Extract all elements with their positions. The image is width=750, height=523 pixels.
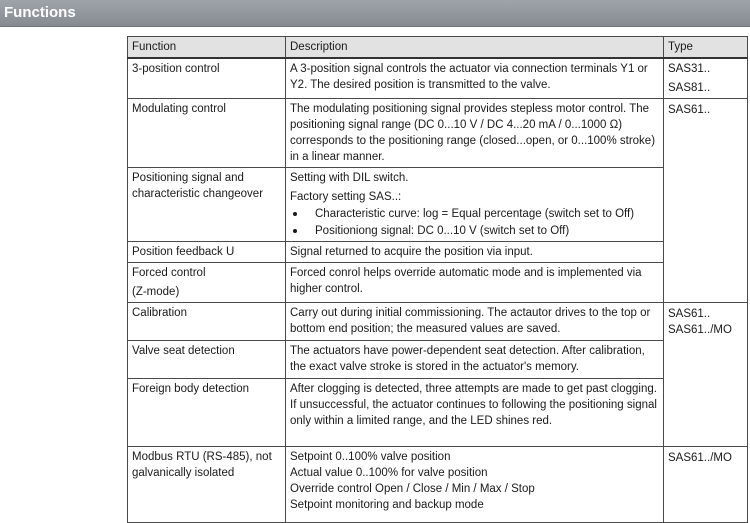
bullet-item: Characteristic curve: log = Equal percentage (switch set to Off) xyxy=(290,206,658,222)
table-row xyxy=(128,341,748,379)
description-cell xyxy=(286,242,664,263)
table-header-row xyxy=(128,37,748,59)
function-name: 3-position control xyxy=(132,63,220,75)
description-text: A 3-position signal controls the actuator via connection terminals Y1 or Y2. The desired position is transmitted to the valve. xyxy=(290,63,648,91)
function-name: Positioning signal and characteristic changeover xyxy=(132,172,264,200)
function-cell xyxy=(128,447,286,523)
type-code: SAS61.. xyxy=(668,308,711,320)
description-cell xyxy=(286,303,664,341)
function-name: (Z-mode) xyxy=(132,286,180,298)
functions-table xyxy=(127,36,748,523)
description-text: Setpoint 0..100% valve position xyxy=(290,451,451,463)
type-cell xyxy=(664,58,748,99)
function-name: Calibration xyxy=(132,307,187,319)
table-row xyxy=(128,379,748,447)
description-cell xyxy=(286,447,664,523)
description-text: Setpoint monitoring and backup mode xyxy=(290,499,484,511)
table-row xyxy=(128,242,748,263)
type-code: SAS61../MO xyxy=(668,452,732,464)
description-text: The modulating positioning signal provides stepless motor control. The positioning signal range (DC 0...10 V / DC 4...20 mA / 0...1000 Ω) corresponds to the positioning range (closed...open, or 0...100% stroke) in a linear manner. xyxy=(290,103,656,163)
type-code: SAS61.. xyxy=(668,104,711,116)
bullet-item: Positioniong signal: DC 0...10 V (switch set to Off) xyxy=(290,223,658,239)
function-cell xyxy=(128,58,286,99)
description-cell xyxy=(286,58,664,99)
function-name: Modulating control xyxy=(132,103,226,115)
function-cell xyxy=(128,341,286,379)
description-cell xyxy=(286,99,664,168)
description-text: Override control Open / Close / Min / Max / Stop xyxy=(290,483,535,495)
description-cell xyxy=(286,341,664,379)
description-text: Carry out during initial commissioning. The actautor drives to the top or bottom end position; the measured values are saved. xyxy=(290,307,651,335)
table-row xyxy=(128,168,748,242)
header-description: Description xyxy=(286,37,664,59)
type-code: SAS31.. xyxy=(668,63,711,75)
function-cell xyxy=(128,263,286,303)
type-code: SAS61../MO xyxy=(668,324,732,336)
function-name: Foreign body detection xyxy=(132,383,249,395)
function-cell xyxy=(128,168,286,242)
section-title: Functions xyxy=(4,4,76,21)
description-cell xyxy=(286,379,664,447)
table-row xyxy=(128,58,748,99)
description-text: Forced conrol helps override automatic mode and is implemented via higher control. xyxy=(290,267,642,295)
function-cell xyxy=(128,242,286,263)
function-name: Valve seat detection xyxy=(132,345,235,357)
table-row xyxy=(128,99,748,168)
description-cell xyxy=(286,168,664,242)
function-cell xyxy=(128,303,286,341)
description-text: Factory setting SAS..: xyxy=(290,191,402,203)
description-text: The actuators have power-dependent seat detection. After calibration, the exact valve stroke is stored in the actuator's memory. xyxy=(290,345,645,373)
function-name: Modbus RTU (RS-485), not galvanically isolated xyxy=(132,451,272,479)
type-cell xyxy=(664,99,748,303)
header-function: Function xyxy=(128,37,286,59)
header-type: Type xyxy=(664,37,748,59)
description-text: Actual value 0..100% for valve position xyxy=(290,467,488,479)
type-code: SAS81.. xyxy=(668,82,711,94)
section-banner xyxy=(0,0,750,27)
function-cell xyxy=(128,99,286,168)
table-row xyxy=(128,447,748,523)
function-name: Forced control xyxy=(132,267,206,279)
description-text: Setting with DIL switch. xyxy=(290,172,409,184)
table-row xyxy=(128,263,748,303)
description-cell xyxy=(286,263,664,303)
type-cell xyxy=(664,303,748,447)
table-row xyxy=(128,303,748,341)
description-text: Signal returned to acquire the position via input. xyxy=(290,246,533,258)
type-cell xyxy=(664,447,748,523)
function-name: Position feedback U xyxy=(132,246,235,258)
function-cell xyxy=(128,379,286,447)
description-text: After clogging is detected, three attempts are made to get past clogging. If unsuccessful, the actuator continues to following the positioning signal only within a limited range, and the LED shines red. xyxy=(290,383,657,427)
